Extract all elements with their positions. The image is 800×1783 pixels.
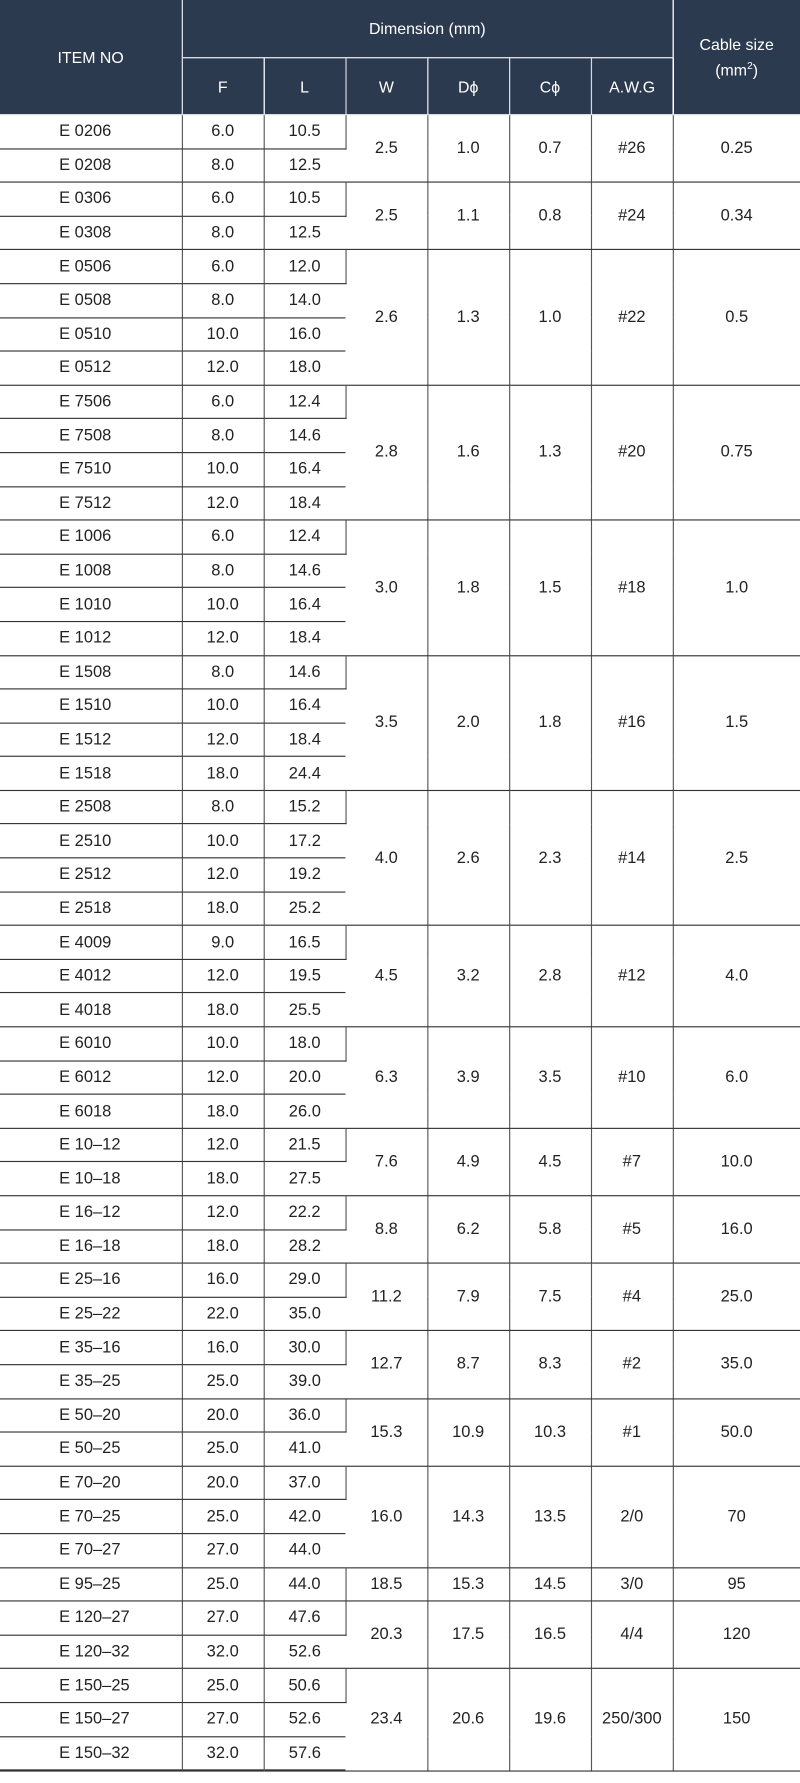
- f-cell: 18.0: [182, 757, 264, 791]
- f-cell: 8.0: [182, 149, 264, 183]
- l-cell: 15.2: [264, 790, 346, 824]
- item-no-cell: E 1006: [0, 520, 182, 554]
- f-cell: 12.0: [182, 486, 264, 520]
- item-no-cell: E 0510: [0, 317, 182, 351]
- c-phi-cell: 8.3: [509, 1331, 591, 1399]
- w-cell: 6.3: [345, 1027, 427, 1128]
- c-phi-cell: 16.5: [509, 1601, 591, 1669]
- l-cell: 37.0: [264, 1466, 346, 1500]
- item-no-cell: E 6012: [0, 1061, 182, 1095]
- l-cell: 27.5: [264, 1162, 346, 1196]
- l-cell: 14.6: [264, 655, 346, 689]
- l-cell: 12.4: [264, 520, 346, 554]
- c-phi-cell: 3.5: [509, 1027, 591, 1128]
- c-phi-cell: 1.5: [509, 520, 591, 655]
- f-cell: 6.0: [182, 385, 264, 419]
- awg-cell: #7: [591, 1128, 673, 1196]
- item-no-cell: E 150–25: [0, 1669, 182, 1703]
- item-no-cell: E 16–12: [0, 1196, 182, 1230]
- item-no-cell: E 7508: [0, 419, 182, 453]
- f-cell: 6.0: [182, 182, 264, 216]
- table-row: [0, 1331, 800, 1365]
- l-cell: 10.5: [264, 115, 346, 149]
- item-no-cell: E 0512: [0, 351, 182, 385]
- d-phi-cell: 2.0: [427, 655, 509, 790]
- table-row: [0, 1263, 800, 1297]
- l-cell: 16.4: [264, 689, 346, 723]
- l-cell: 12.5: [264, 216, 346, 250]
- awg-cell: #4: [591, 1263, 673, 1331]
- d-phi-cell: 14.3: [427, 1466, 509, 1567]
- l-cell: 57.6: [264, 1736, 346, 1770]
- l-cell: 16.4: [264, 588, 346, 622]
- l-cell: 25.5: [264, 993, 346, 1027]
- table-row: [0, 385, 800, 419]
- table-row: [0, 182, 800, 216]
- l-cell: 14.6: [264, 419, 346, 453]
- w-cell: 4.0: [345, 790, 427, 925]
- l-cell: 44.0: [264, 1534, 346, 1568]
- d-phi-cell: 1.3: [427, 250, 509, 385]
- c-phi-cell: 10.3: [509, 1398, 591, 1466]
- c-phi-cell: 0.7: [509, 115, 591, 183]
- header-dimension: Dimension (mm): [182, 0, 673, 58]
- f-cell: 8.0: [182, 655, 264, 689]
- d-phi-cell: 4.9: [427, 1128, 509, 1196]
- d-phi-cell: 1.8: [427, 520, 509, 655]
- l-cell: 16.4: [264, 453, 346, 487]
- c-phi-cell: 7.5: [509, 1263, 591, 1331]
- awg-cell: 3/0: [591, 1567, 673, 1601]
- table-row: [0, 1128, 800, 1162]
- item-no-cell: E 95–25: [0, 1567, 182, 1601]
- l-cell: 52.6: [264, 1702, 346, 1736]
- f-cell: 25.0: [182, 1567, 264, 1601]
- item-no-cell: E 35–16: [0, 1331, 182, 1365]
- item-no-cell: E 2508: [0, 790, 182, 824]
- l-cell: 42.0: [264, 1500, 346, 1534]
- item-no-cell: E 70–25: [0, 1500, 182, 1534]
- item-no-cell: E 1518: [0, 757, 182, 791]
- f-cell: 8.0: [182, 419, 264, 453]
- f-cell: 22.0: [182, 1297, 264, 1331]
- l-cell: 16.0: [264, 317, 346, 351]
- w-cell: 2.8: [345, 385, 427, 520]
- l-cell: 47.6: [264, 1601, 346, 1635]
- f-cell: 12.0: [182, 1061, 264, 1095]
- f-cell: 18.0: [182, 1162, 264, 1196]
- f-cell: 9.0: [182, 925, 264, 959]
- f-cell: 12.0: [182, 1128, 264, 1162]
- item-no-cell: E 0306: [0, 182, 182, 216]
- w-cell: 16.0: [345, 1466, 427, 1567]
- w-cell: 18.5: [345, 1567, 427, 1601]
- awg-cell: #24: [591, 182, 673, 250]
- cable-size-cell: 0.34: [673, 182, 800, 250]
- w-cell: 3.0: [345, 520, 427, 655]
- f-cell: 25.0: [182, 1365, 264, 1399]
- d-phi-cell: 6.2: [427, 1196, 509, 1264]
- item-no-cell: E 50–20: [0, 1398, 182, 1432]
- awg-cell: #5: [591, 1196, 673, 1264]
- l-cell: 50.6: [264, 1669, 346, 1703]
- table-row: [0, 1027, 800, 1061]
- f-cell: 27.0: [182, 1534, 264, 1568]
- l-cell: 14.0: [264, 284, 346, 318]
- d-phi-cell: 3.9: [427, 1027, 509, 1128]
- f-cell: 32.0: [182, 1635, 264, 1669]
- d-phi-cell: 3.2: [427, 925, 509, 1026]
- item-no-cell: E 2510: [0, 824, 182, 858]
- header-cable-unit: (mm: [715, 60, 748, 79]
- w-cell: 3.5: [345, 655, 427, 790]
- item-no-cell: E 4009: [0, 925, 182, 959]
- table-header: [0, 0, 800, 115]
- l-cell: 21.5: [264, 1128, 346, 1162]
- f-cell: 12.0: [182, 723, 264, 757]
- cable-size-cell: 10.0: [673, 1128, 800, 1196]
- f-cell: 27.0: [182, 1601, 264, 1635]
- w-cell: 12.7: [345, 1331, 427, 1399]
- item-no-cell: E 0206: [0, 115, 182, 149]
- cable-size-cell: 70: [673, 1466, 800, 1567]
- f-cell: 18.0: [182, 1230, 264, 1264]
- awg-cell: #16: [591, 655, 673, 790]
- l-cell: 12.4: [264, 385, 346, 419]
- table-row: [0, 1196, 800, 1230]
- f-cell: 10.0: [182, 317, 264, 351]
- item-no-cell: E 1008: [0, 554, 182, 588]
- l-cell: 41.0: [264, 1432, 346, 1466]
- item-no-cell: E 10–12: [0, 1128, 182, 1162]
- l-cell: 30.0: [264, 1331, 346, 1365]
- item-no-cell: E 1010: [0, 588, 182, 622]
- table-row: [0, 520, 800, 554]
- item-no-cell: E 120–27: [0, 1601, 182, 1635]
- header-cable-size-label: Cable size: [699, 35, 774, 54]
- f-cell: 12.0: [182, 959, 264, 993]
- f-cell: 16.0: [182, 1331, 264, 1365]
- c-phi-cell: 14.5: [509, 1567, 591, 1601]
- l-cell: 10.5: [264, 182, 346, 216]
- table-row: [0, 1601, 800, 1635]
- f-cell: 10.0: [182, 588, 264, 622]
- cable-size-cell: 2.5: [673, 790, 800, 925]
- f-cell: 8.0: [182, 216, 264, 250]
- awg-cell: #10: [591, 1027, 673, 1128]
- table-row: [0, 925, 800, 959]
- f-cell: 18.0: [182, 993, 264, 1027]
- item-no-cell: E 150–27: [0, 1702, 182, 1736]
- c-phi-cell: 1.0: [509, 250, 591, 385]
- d-phi-cell: 20.6: [427, 1669, 509, 1771]
- table-body: [0, 115, 800, 1771]
- item-no-cell: E 0208: [0, 149, 182, 183]
- c-phi-cell: 1.8: [509, 655, 591, 790]
- cable-size-cell: 50.0: [673, 1398, 800, 1466]
- cable-size-cell: 25.0: [673, 1263, 800, 1331]
- d-phi-cell: 1.1: [427, 182, 509, 250]
- cable-size-cell: 0.25: [673, 115, 800, 183]
- f-cell: 12.0: [182, 1196, 264, 1230]
- item-no-cell: E 1512: [0, 723, 182, 757]
- d-phi-cell: 15.3: [427, 1567, 509, 1601]
- w-cell: 2.5: [345, 115, 427, 183]
- l-cell: 36.0: [264, 1398, 346, 1432]
- l-cell: 44.0: [264, 1567, 346, 1601]
- awg-cell: #22: [591, 250, 673, 385]
- item-no-cell: E 2512: [0, 858, 182, 892]
- f-cell: 18.0: [182, 1094, 264, 1128]
- l-cell: 25.2: [264, 892, 346, 926]
- d-phi-cell: 1.0: [427, 115, 509, 183]
- header-cable-unit-sup: 2: [747, 59, 753, 72]
- item-no-cell: E 150–32: [0, 1736, 182, 1770]
- l-cell: 18.4: [264, 621, 346, 655]
- f-cell: 12.0: [182, 351, 264, 385]
- item-no-cell: E 1510: [0, 689, 182, 723]
- f-cell: 8.0: [182, 554, 264, 588]
- f-cell: 6.0: [182, 250, 264, 284]
- d-phi-cell: 7.9: [427, 1263, 509, 1331]
- f-cell: 27.0: [182, 1702, 264, 1736]
- f-cell: 20.0: [182, 1466, 264, 1500]
- item-no-cell: E 70–27: [0, 1534, 182, 1568]
- l-cell: 18.0: [264, 1027, 346, 1061]
- d-phi-cell: 1.6: [427, 385, 509, 520]
- item-no-cell: E 6018: [0, 1094, 182, 1128]
- item-no-cell: E 7506: [0, 385, 182, 419]
- w-cell: 11.2: [345, 1263, 427, 1331]
- cable-size-cell: 1.5: [673, 655, 800, 790]
- awg-cell: #14: [591, 790, 673, 925]
- d-phi-cell: 2.6: [427, 790, 509, 925]
- l-cell: 12.0: [264, 250, 346, 284]
- awg-cell: #18: [591, 520, 673, 655]
- l-cell: 18.0: [264, 351, 346, 385]
- f-cell: 25.0: [182, 1500, 264, 1534]
- d-phi-cell: 8.7: [427, 1331, 509, 1399]
- c-phi-cell: 1.3: [509, 385, 591, 520]
- f-cell: 25.0: [182, 1669, 264, 1703]
- f-cell: 10.0: [182, 824, 264, 858]
- f-cell: 18.0: [182, 892, 264, 926]
- cable-size-cell: 35.0: [673, 1331, 800, 1399]
- item-no-cell: E 2518: [0, 892, 182, 926]
- awg-cell: 4/4: [591, 1601, 673, 1669]
- d-phi-cell: 10.9: [427, 1398, 509, 1466]
- header-cable-size: [673, 0, 800, 115]
- cable-size-cell: 0.75: [673, 385, 800, 520]
- l-cell: 52.6: [264, 1635, 346, 1669]
- awg-cell: 250/300: [591, 1669, 673, 1771]
- cable-size-cell: 1.0: [673, 520, 800, 655]
- table-row: [0, 1567, 800, 1601]
- c-phi-cell: 4.5: [509, 1128, 591, 1196]
- f-cell: 32.0: [182, 1736, 264, 1770]
- header-awg: A.W.G: [591, 58, 673, 115]
- f-cell: 12.0: [182, 621, 264, 655]
- f-cell: 8.0: [182, 284, 264, 318]
- f-cell: 16.0: [182, 1263, 264, 1297]
- item-no-cell: E 1012: [0, 621, 182, 655]
- item-no-cell: E 0506: [0, 250, 182, 284]
- l-cell: 19.2: [264, 858, 346, 892]
- l-cell: 17.2: [264, 824, 346, 858]
- w-cell: 2.5: [345, 182, 427, 250]
- c-phi-cell: 5.8: [509, 1196, 591, 1264]
- table-row: [0, 655, 800, 689]
- item-no-cell: E 1508: [0, 655, 182, 689]
- c-phi-cell: 0.8: [509, 182, 591, 250]
- table-row: [0, 1398, 800, 1432]
- awg-cell: #2: [591, 1331, 673, 1399]
- header-c-phi: Cϕ: [509, 58, 591, 115]
- l-cell: 16.5: [264, 925, 346, 959]
- item-no-cell: E 35–25: [0, 1365, 182, 1399]
- l-cell: 22.2: [264, 1196, 346, 1230]
- header-cable-unit-close: ): [752, 60, 759, 79]
- l-cell: 19.5: [264, 959, 346, 993]
- l-cell: 12.5: [264, 149, 346, 183]
- f-cell: 8.0: [182, 790, 264, 824]
- item-no-cell: E 10–18: [0, 1162, 182, 1196]
- w-cell: 7.6: [345, 1128, 427, 1196]
- f-cell: 10.0: [182, 689, 264, 723]
- w-cell: 4.5: [345, 925, 427, 1026]
- l-cell: 14.6: [264, 554, 346, 588]
- item-no-cell: E 25–22: [0, 1297, 182, 1331]
- cable-size-cell: 150: [673, 1669, 800, 1771]
- cable-size-cell: 0.5: [673, 250, 800, 385]
- item-no-cell: E 7512: [0, 486, 182, 520]
- f-cell: 6.0: [182, 115, 264, 149]
- f-cell: 10.0: [182, 453, 264, 487]
- w-cell: 23.4: [345, 1669, 427, 1771]
- f-cell: 25.0: [182, 1432, 264, 1466]
- item-no-cell: E 4018: [0, 993, 182, 1027]
- c-phi-cell: 2.3: [509, 790, 591, 925]
- header-item-no: ITEM NO: [0, 0, 182, 115]
- c-phi-cell: 19.6: [509, 1669, 591, 1771]
- awg-cell: #12: [591, 925, 673, 1026]
- f-cell: 6.0: [182, 520, 264, 554]
- l-cell: 18.4: [264, 723, 346, 757]
- item-no-cell: E 50–25: [0, 1432, 182, 1466]
- table-row: [0, 1466, 800, 1500]
- cable-size-cell: 6.0: [673, 1027, 800, 1128]
- header-f: F: [182, 58, 264, 115]
- l-cell: 28.2: [264, 1230, 346, 1264]
- header-w: W: [345, 58, 427, 115]
- l-cell: 18.4: [264, 486, 346, 520]
- item-no-cell: E 16–18: [0, 1230, 182, 1264]
- cable-size-cell: 120: [673, 1601, 800, 1669]
- l-cell: 35.0: [264, 1297, 346, 1331]
- item-no-cell: E 7510: [0, 453, 182, 487]
- l-cell: 26.0: [264, 1094, 346, 1128]
- cable-size-cell: 16.0: [673, 1196, 800, 1264]
- awg-cell: #20: [591, 385, 673, 520]
- item-no-cell: E 120–32: [0, 1635, 182, 1669]
- w-cell: 2.6: [345, 250, 427, 385]
- table-row: [0, 115, 800, 149]
- f-cell: 10.0: [182, 1027, 264, 1061]
- table-row: [0, 790, 800, 824]
- item-no-cell: E 70–20: [0, 1466, 182, 1500]
- f-cell: 20.0: [182, 1398, 264, 1432]
- awg-cell: #1: [591, 1398, 673, 1466]
- awg-cell: #26: [591, 115, 673, 183]
- item-no-cell: E 0308: [0, 216, 182, 250]
- f-cell: 12.0: [182, 858, 264, 892]
- w-cell: 15.3: [345, 1398, 427, 1466]
- cable-size-cell: 95: [673, 1567, 800, 1601]
- l-cell: 39.0: [264, 1365, 346, 1399]
- item-no-cell: E 4012: [0, 959, 182, 993]
- l-cell: 29.0: [264, 1263, 346, 1297]
- item-no-cell: E 25–16: [0, 1263, 182, 1297]
- c-phi-cell: 2.8: [509, 925, 591, 1026]
- header-d-phi: Dϕ: [427, 58, 509, 115]
- l-cell: 20.0: [264, 1061, 346, 1095]
- awg-cell: 2/0: [591, 1466, 673, 1567]
- cable-size-cell: 4.0: [673, 925, 800, 1026]
- l-cell: 24.4: [264, 757, 346, 791]
- c-phi-cell: 13.5: [509, 1466, 591, 1567]
- table-row: [0, 1669, 800, 1703]
- w-cell: 8.8: [345, 1196, 427, 1264]
- table-row: [0, 250, 800, 284]
- item-no-cell: E 6010: [0, 1027, 182, 1061]
- d-phi-cell: 17.5: [427, 1601, 509, 1669]
- item-no-cell: E 0508: [0, 284, 182, 318]
- w-cell: 20.3: [345, 1601, 427, 1669]
- header-l: L: [264, 58, 346, 115]
